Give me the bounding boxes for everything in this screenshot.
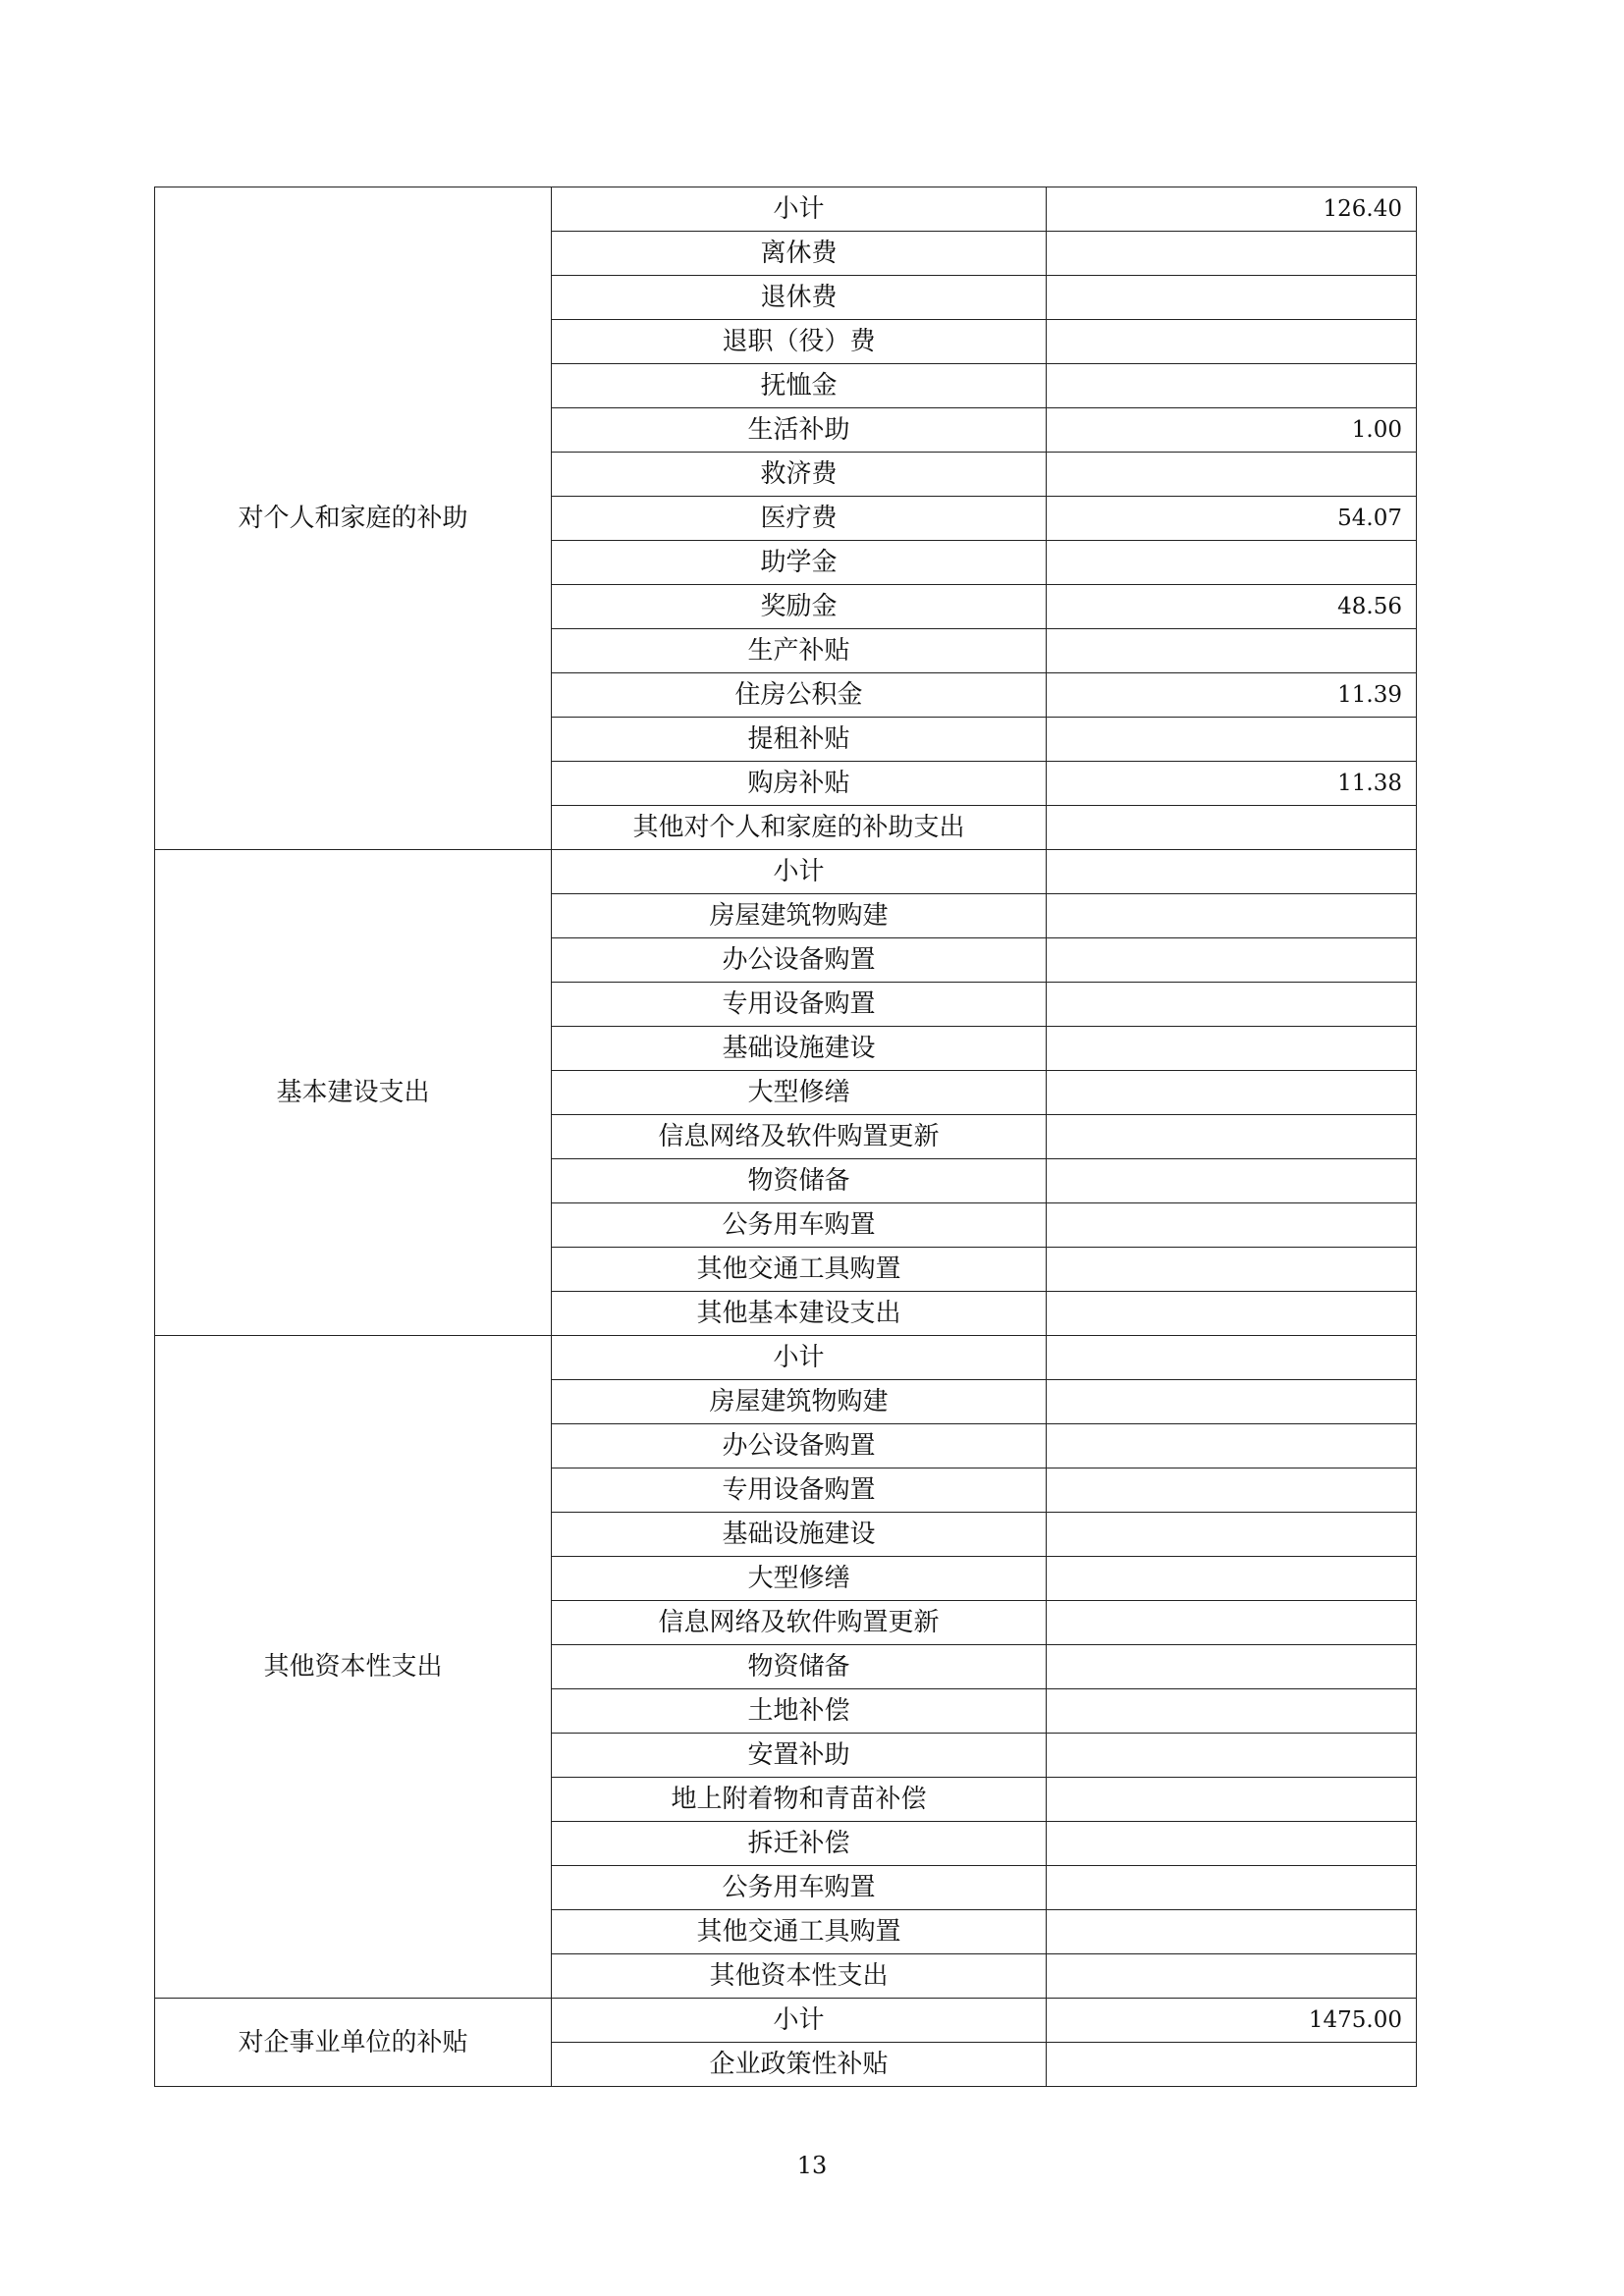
amount-cell: [1047, 850, 1417, 894]
item-cell: 小计: [552, 850, 1047, 894]
table-row: [155, 187, 1417, 232]
amount-cell: [1047, 1778, 1417, 1822]
item-cell: 其他资本性支出: [552, 1954, 1047, 1999]
amount-cell: 11.38: [1047, 762, 1417, 806]
item-cell: 其他基本建设支出: [552, 1292, 1047, 1336]
budget-table: [154, 187, 1417, 2087]
item-cell: 助学金: [552, 541, 1047, 585]
amount-cell: [1047, 1336, 1417, 1380]
amount-cell: [1047, 320, 1417, 364]
amount-cell: 48.56: [1047, 585, 1417, 629]
amount-cell: [1047, 1071, 1417, 1115]
item-cell: 小计: [552, 1336, 1047, 1380]
item-cell: 其他交通工具购置: [552, 1248, 1047, 1292]
amount-cell: [1047, 232, 1417, 276]
amount-cell: [1047, 938, 1417, 983]
category-cell: 对企事业单位的补贴: [155, 1999, 552, 2087]
item-cell: 办公设备购置: [552, 938, 1047, 983]
amount-cell: [1047, 364, 1417, 408]
item-cell: 小计: [552, 1999, 1047, 2043]
amount-cell: [1047, 718, 1417, 762]
item-cell: 物资储备: [552, 1159, 1047, 1203]
amount-cell: [1047, 1601, 1417, 1645]
item-cell: 信息网络及软件购置更新: [552, 1601, 1047, 1645]
item-cell: 其他交通工具购置: [552, 1910, 1047, 1954]
amount-cell: [1047, 1380, 1417, 1424]
amount-cell: [1047, 1513, 1417, 1557]
item-cell: 离休费: [552, 232, 1047, 276]
item-cell: 抚恤金: [552, 364, 1047, 408]
table-row: [155, 1336, 1417, 1380]
item-cell: 基础设施建设: [552, 1513, 1047, 1557]
item-cell: 小计: [552, 187, 1047, 232]
amount-cell: [1047, 1203, 1417, 1248]
category-cell: 对个人和家庭的补助: [155, 187, 552, 850]
item-cell: 医疗费: [552, 497, 1047, 541]
item-cell: 土地补偿: [552, 1689, 1047, 1734]
item-cell: 信息网络及软件购置更新: [552, 1115, 1047, 1159]
amount-cell: [1047, 1424, 1417, 1468]
amount-cell: [1047, 1645, 1417, 1689]
item-cell: 大型修缮: [552, 1071, 1047, 1115]
page-number: 13: [796, 2152, 828, 2179]
item-cell: 公务用车购置: [552, 1203, 1047, 1248]
amount-cell: [1047, 1159, 1417, 1203]
amount-cell: [1047, 1734, 1417, 1778]
item-cell: 物资储备: [552, 1645, 1047, 1689]
amount-cell: [1047, 1557, 1417, 1601]
amount-cell: [1047, 983, 1417, 1027]
item-cell: 房屋建筑物购建: [552, 1380, 1047, 1424]
amount-cell: [1047, 1954, 1417, 1999]
item-cell: 安置补助: [552, 1734, 1047, 1778]
amount-cell: 1475.00: [1047, 1999, 1417, 2043]
item-cell: 购房补贴: [552, 762, 1047, 806]
item-cell: 专用设备购置: [552, 983, 1047, 1027]
amount-cell: [1047, 1248, 1417, 1292]
amount-cell: [1047, 806, 1417, 850]
item-cell: 生活补助: [552, 408, 1047, 453]
table-row: [155, 1999, 1417, 2043]
amount-cell: [1047, 1866, 1417, 1910]
item-cell: 办公设备购置: [552, 1424, 1047, 1468]
amount-cell: [1047, 1468, 1417, 1513]
item-cell: 退休费: [552, 276, 1047, 320]
amount-cell: [1047, 1115, 1417, 1159]
amount-cell: [1047, 894, 1417, 938]
item-cell: 救济费: [552, 453, 1047, 497]
item-cell: 其他对个人和家庭的补助支出: [552, 806, 1047, 850]
category-cell: 基本建设支出: [155, 850, 552, 1336]
item-cell: 提租补贴: [552, 718, 1047, 762]
amount-cell: [1047, 2043, 1417, 2087]
amount-cell: 11.39: [1047, 673, 1417, 718]
amount-cell: [1047, 1292, 1417, 1336]
item-cell: 地上附着物和青苗补偿: [552, 1778, 1047, 1822]
table-row: [155, 850, 1417, 894]
budget-table-body: [155, 187, 1417, 2087]
amount-cell: 54.07: [1047, 497, 1417, 541]
category-cell: 其他资本性支出: [155, 1336, 552, 1999]
item-cell: 房屋建筑物购建: [552, 894, 1047, 938]
item-cell: 大型修缮: [552, 1557, 1047, 1601]
item-cell: 拆迁补偿: [552, 1822, 1047, 1866]
item-cell: 基础设施建设: [552, 1027, 1047, 1071]
item-cell: 奖励金: [552, 585, 1047, 629]
amount-cell: [1047, 629, 1417, 673]
amount-cell: 1.00: [1047, 408, 1417, 453]
amount-cell: [1047, 541, 1417, 585]
item-cell: 生产补贴: [552, 629, 1047, 673]
item-cell: 住房公积金: [552, 673, 1047, 718]
amount-cell: [1047, 453, 1417, 497]
item-cell: 专用设备购置: [552, 1468, 1047, 1513]
item-cell: 企业政策性补贴: [552, 2043, 1047, 2087]
item-cell: 退职（役）费: [552, 320, 1047, 364]
amount-cell: [1047, 1910, 1417, 1954]
amount-cell: [1047, 1027, 1417, 1071]
amount-cell: [1047, 276, 1417, 320]
item-cell: 公务用车购置: [552, 1866, 1047, 1910]
amount-cell: 126.40: [1047, 187, 1417, 232]
amount-cell: [1047, 1689, 1417, 1734]
amount-cell: [1047, 1822, 1417, 1866]
